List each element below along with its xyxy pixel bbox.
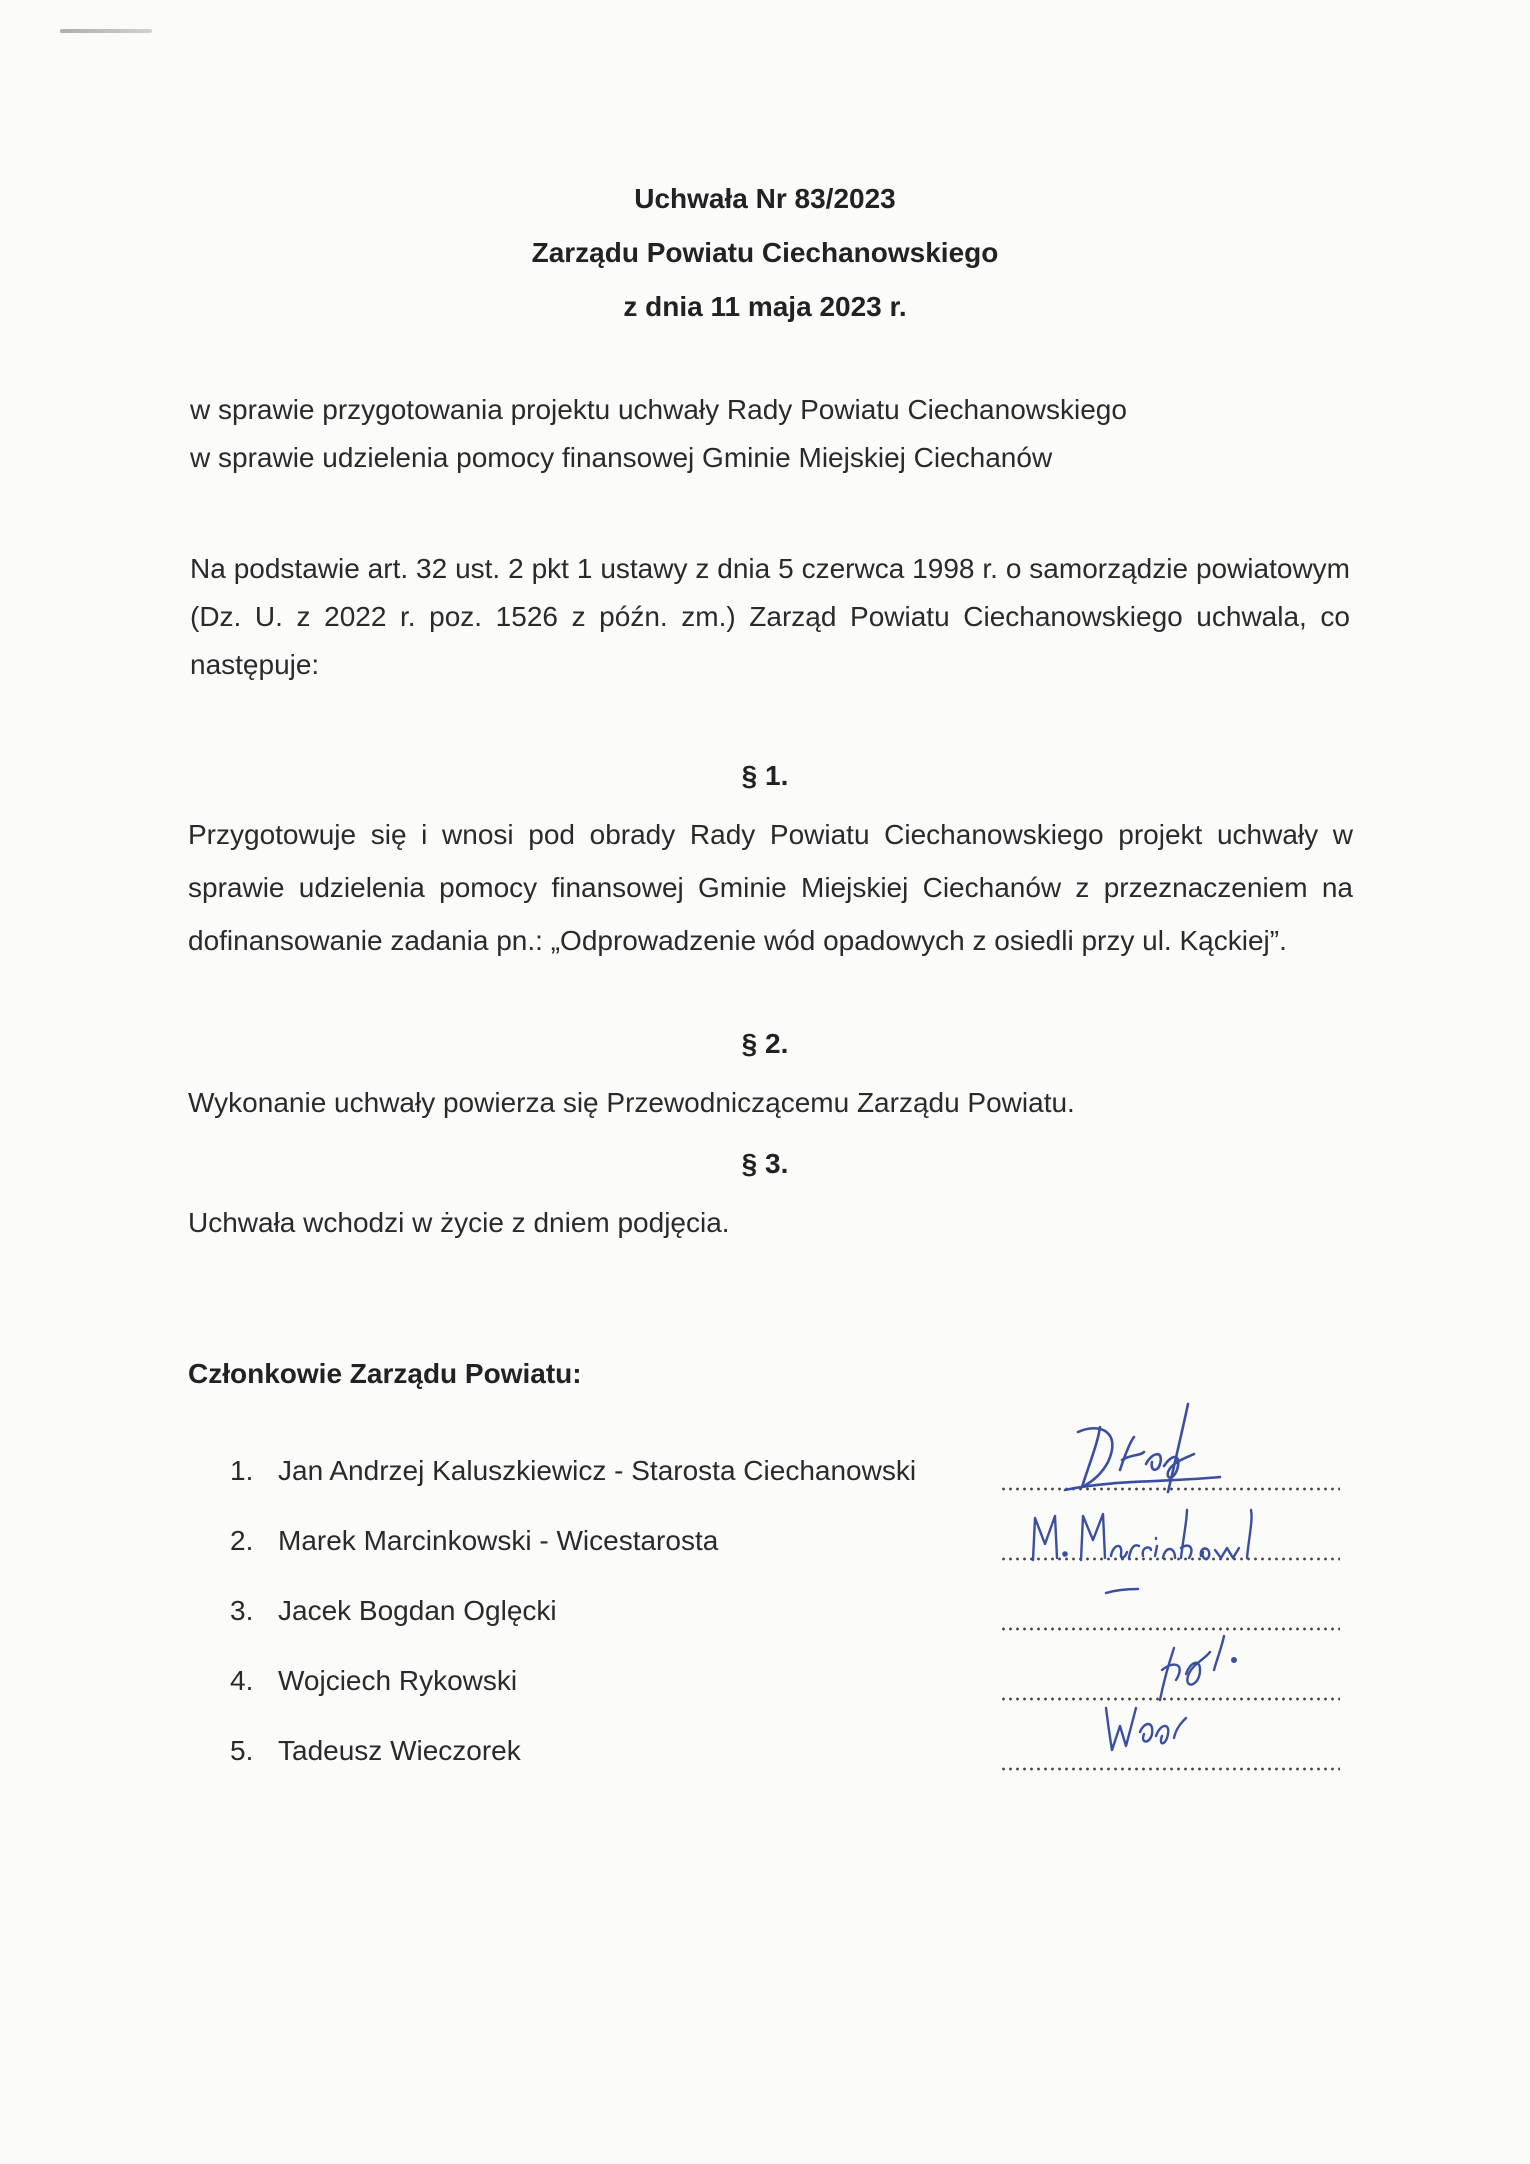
member-item-3 xyxy=(230,1595,557,1627)
members-title: Członkowie Zarządu Powiatu: xyxy=(188,1358,582,1389)
member-item-1 xyxy=(230,1455,916,1487)
section-3-title: § 3. xyxy=(741,1148,789,1179)
member-number: 3. xyxy=(230,1595,254,1626)
resolution-number: Uchwała Nr 83/2023 xyxy=(634,183,896,214)
section-3-text: Uchwała wchodzi w życie z dniem podjęcia. xyxy=(188,1207,730,1238)
member-number: 4. xyxy=(230,1665,254,1696)
section-2-text: Wykonanie uchwały powierza się Przewodniczącemu Zarządu Powiatu. xyxy=(188,1087,1075,1118)
signature-3 xyxy=(1102,1583,1142,1599)
member-name: Jacek Bogdan Oglęcki xyxy=(278,1595,557,1626)
section-1-title: § 1. xyxy=(741,760,789,791)
section-2-title: § 2. xyxy=(741,1028,789,1059)
scan-mark xyxy=(60,29,152,33)
member-name: Marek Marcinkowski - Wicestarosta xyxy=(278,1525,719,1556)
signature-5 xyxy=(1096,1688,1206,1758)
member-name: Tadeusz Wieczorek xyxy=(278,1735,521,1766)
member-item-5 xyxy=(230,1735,521,1767)
resolution-subject xyxy=(190,386,1350,482)
member-number: 1. xyxy=(230,1455,254,1486)
section-1-text: Przygotowuje się i wnosi pod obrady Rady Powiatu Ciechanowskiego projekt uchwały w sprawie udzielenia pomocy finansowej Gminie Miejskiej Ciechanów z przeznaczeniem na dofinansowanie zadania pn.: „Odprowadzenie wód opadowych z osiedli przy ul. Kąckiej”. xyxy=(188,819,1353,956)
member-number: 2. xyxy=(230,1525,254,1556)
subject-line-2: w sprawie udzielenia pomocy finansowej Gminie Miejskiej Ciechanów xyxy=(190,442,1053,473)
resolution-issuer: Zarządu Powiatu Ciechanowskiego xyxy=(531,237,999,268)
signature-line-5 xyxy=(1000,1767,1340,1771)
subject-line-1: w sprawie przygotowania projektu uchwały Rady Powiatu Ciechanowskiego xyxy=(190,394,1127,425)
resolution-header xyxy=(0,172,1530,334)
member-name: Jan Andrzej Kaluszkiewicz - Starosta Ciechanowski xyxy=(278,1455,917,1486)
member-item-2 xyxy=(230,1525,718,1557)
signature-2 xyxy=(1025,1500,1265,1570)
member-item-4 xyxy=(230,1665,517,1697)
resolution-date: z dnia 11 maja 2023 r. xyxy=(623,291,907,322)
member-name: Wojciech Rykowski xyxy=(278,1665,518,1696)
member-number: 5. xyxy=(230,1735,254,1766)
legal-basis: Na podstawie art. 32 ust. 2 pkt 1 ustawy z dnia 5 czerwca 1998 r. o samorządzie powiatowym (Dz. U. z 2022 r. poz. 1526 z późn. zm.) Zarząd Powiatu Ciechanowskiego uchwala, co następuje: xyxy=(190,553,1350,680)
signature-1 xyxy=(1060,1392,1230,1502)
